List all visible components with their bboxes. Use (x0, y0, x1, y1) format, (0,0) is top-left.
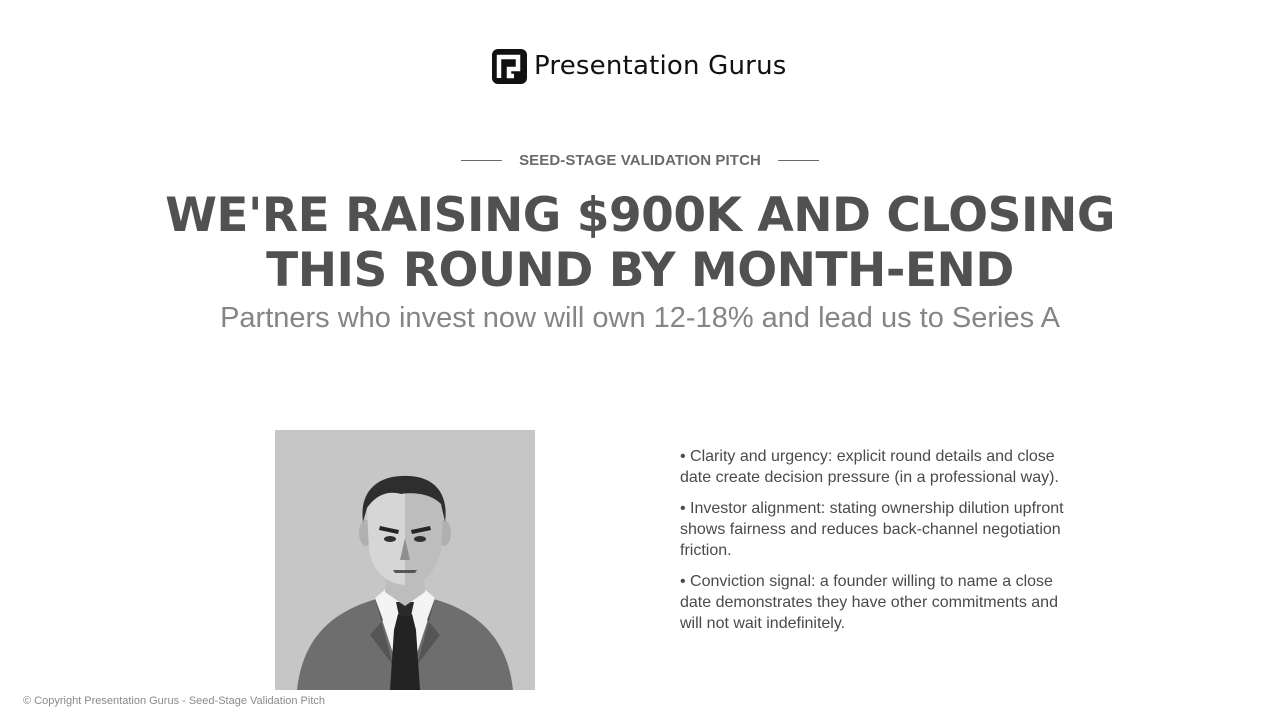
portrait-image (275, 430, 535, 690)
bullet-item: • Conviction signal: a founder willing to name a close date demonstrates they have other commitments and will not wait indefinitely. (680, 573, 1058, 632)
eyebrow-rule-left (461, 160, 502, 161)
brand-logo (492, 47, 787, 85)
presentation-gurus-logo-icon (492, 49, 527, 84)
footer-copyright: © Copyright Presentation Gurus - Seed-Stage Validation Pitch (23, 695, 326, 707)
slide-bullets (680, 446, 1070, 644)
brand-name: Presentation Gurus (534, 51, 787, 81)
slide-subtitle: Partners who invest now will own 12-18% and lead us to Series A (220, 302, 1060, 334)
eyebrow-text: SEED-STAGE VALIDATION PITCH (519, 152, 761, 169)
bullet-item: • Clarity and urgency: explicit round details and close date create decision pressure (in a professional way). (680, 448, 1059, 486)
slide-eyebrow (0, 152, 1280, 169)
businessman-portrait-illustration (275, 430, 535, 690)
eyebrow-rule-right (778, 160, 819, 161)
slide-headline: WE'RE RAISING $900K AND CLOSING THIS ROUND BY MONTH-END (165, 188, 1115, 298)
bullet-item: • Investor alignment: stating ownership dilution upfront shows fairness and reduces back-channel negotiation friction. (680, 500, 1064, 559)
